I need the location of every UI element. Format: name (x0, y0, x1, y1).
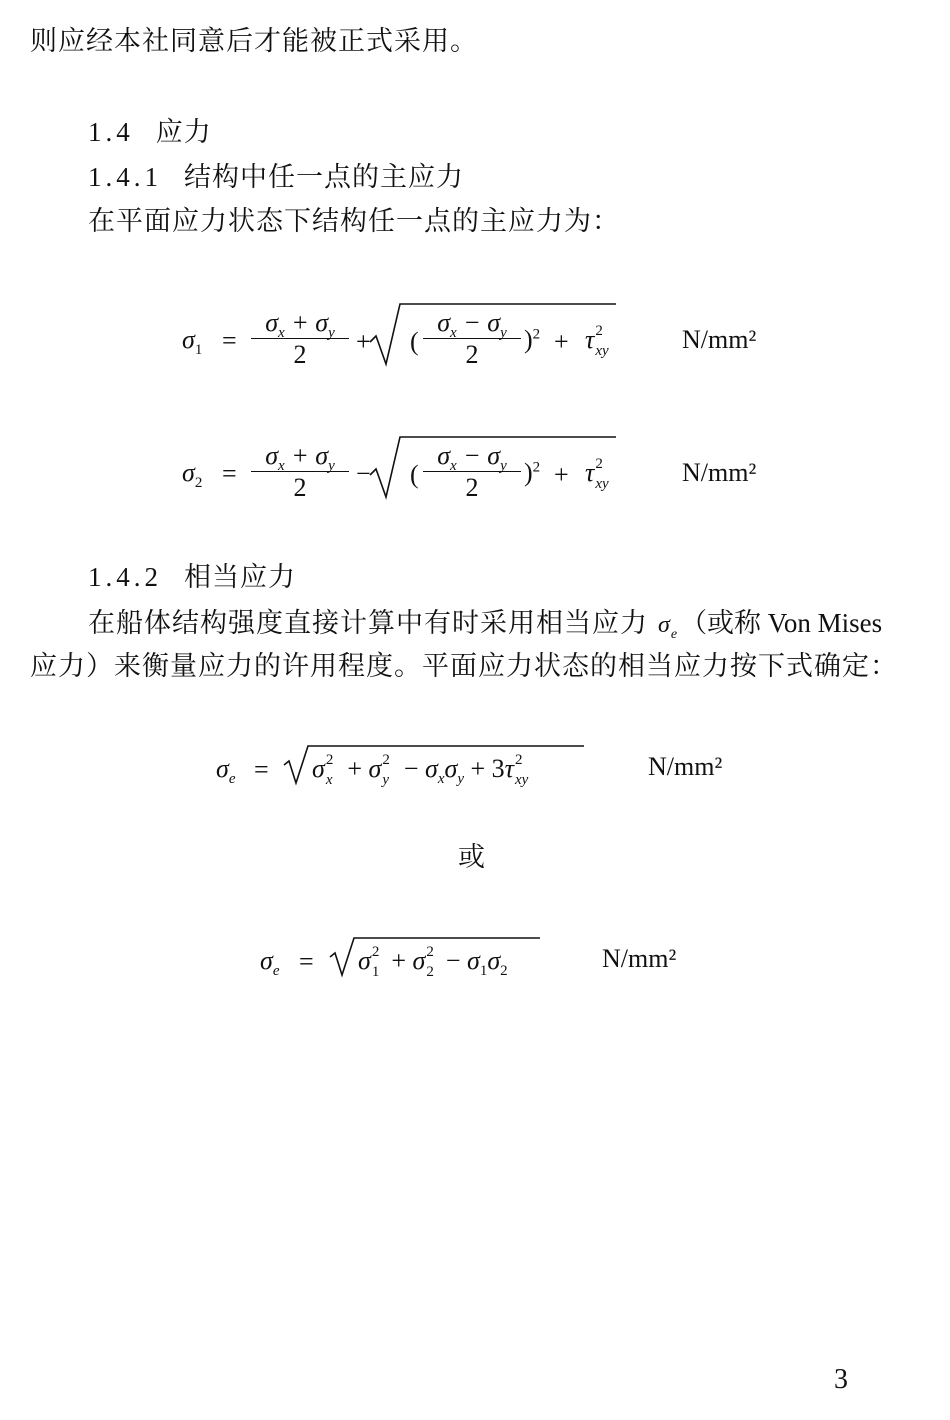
sigma1-symbol: $\sigma_1$ (182, 325, 203, 359)
sigma2-symbol: $\sigma_2$ (182, 458, 203, 492)
tau-xy-squared: τ 2 xy (585, 323, 609, 359)
plus-sign-2: + (554, 460, 569, 489)
plus-sign: + (356, 327, 371, 356)
sqrt-sign (328, 935, 543, 980)
sigma-e-inline: $\sigma_e$ (658, 612, 679, 642)
fraction-sum-half: $\sigma_x + \sigma_y$ 2 (251, 442, 349, 502)
equals-sign: = (299, 947, 314, 976)
subsection-2-para-line2: 应力）来衡量应力的许用程度。平面应力状态的相当应力按下式确定： (30, 651, 898, 682)
unit-label-3: N/mm² (648, 752, 723, 781)
radicand: σ 2 x + σ 2 y − $\sigma_x\sigma_y + 3\tau$ 2 xy (312, 752, 529, 788)
sigma-e-symbol: $\sigma_e$ (216, 754, 236, 788)
fraction-diff-half: $\sigma_x - \sigma_y$ 2 (423, 309, 521, 369)
minus-sign: − (356, 459, 371, 488)
subsection-2-para-line1 (88, 603, 882, 645)
fraction-sum-half: $\sigma_x + \sigma_y$ 2 (251, 309, 349, 369)
open-paren: ( (410, 327, 419, 356)
unit-label-4: N/mm² (602, 944, 677, 973)
subsection-1-title: 结构中任一点的主应力 (184, 162, 464, 193)
equals-sign: = (222, 459, 237, 488)
sigma-e-symbol: $\sigma_e$ (260, 946, 280, 980)
unit-label-2: N/mm² (682, 458, 757, 487)
subsection-2-number: 1.4.2 (88, 562, 162, 592)
sqrt-sign (368, 300, 618, 370)
open-paren: ( (410, 460, 419, 489)
para-text-before: 在船体结构强度直接计算中有时采用相当应力 (88, 608, 648, 639)
subsection-1-heading (88, 157, 464, 198)
sqrt-sign (368, 433, 618, 503)
equals-sign: = (254, 755, 269, 784)
plus-sign-2: + (554, 327, 569, 356)
section-title: 应力 (155, 117, 212, 148)
page-number: 3 (834, 1364, 848, 1395)
radicand: σ 2 1 + σ 2 2 − $\sigma_1\sigma_2$ (358, 944, 508, 980)
subsection-1-intro: 在平面应力状态下结构任一点的主应力为： (88, 206, 620, 237)
equals-sign: = (222, 326, 237, 355)
or-connector: 或 (458, 842, 486, 873)
subsection-1-number: 1.4.1 (88, 162, 162, 192)
para-text-after: （或称 Von Mises (680, 608, 883, 638)
section-number: 1.4 (88, 117, 134, 147)
tau-xy-squared: τ 2 xy (585, 456, 609, 492)
subsection-2-title: 相当应力 (184, 562, 296, 593)
continuation-text: 则应经本社同意后才能被正式采用。 (30, 26, 478, 57)
close-paren-squared: )$^2$ (524, 325, 541, 354)
section-heading (88, 112, 212, 153)
fraction-diff-half: $\sigma_x - \sigma_y$ 2 (423, 442, 521, 502)
subsection-2-heading (88, 557, 296, 598)
close-paren-squared: )$^2$ (524, 458, 541, 487)
sqrt-sign (282, 743, 587, 788)
unit-label-1: N/mm² (682, 325, 757, 354)
